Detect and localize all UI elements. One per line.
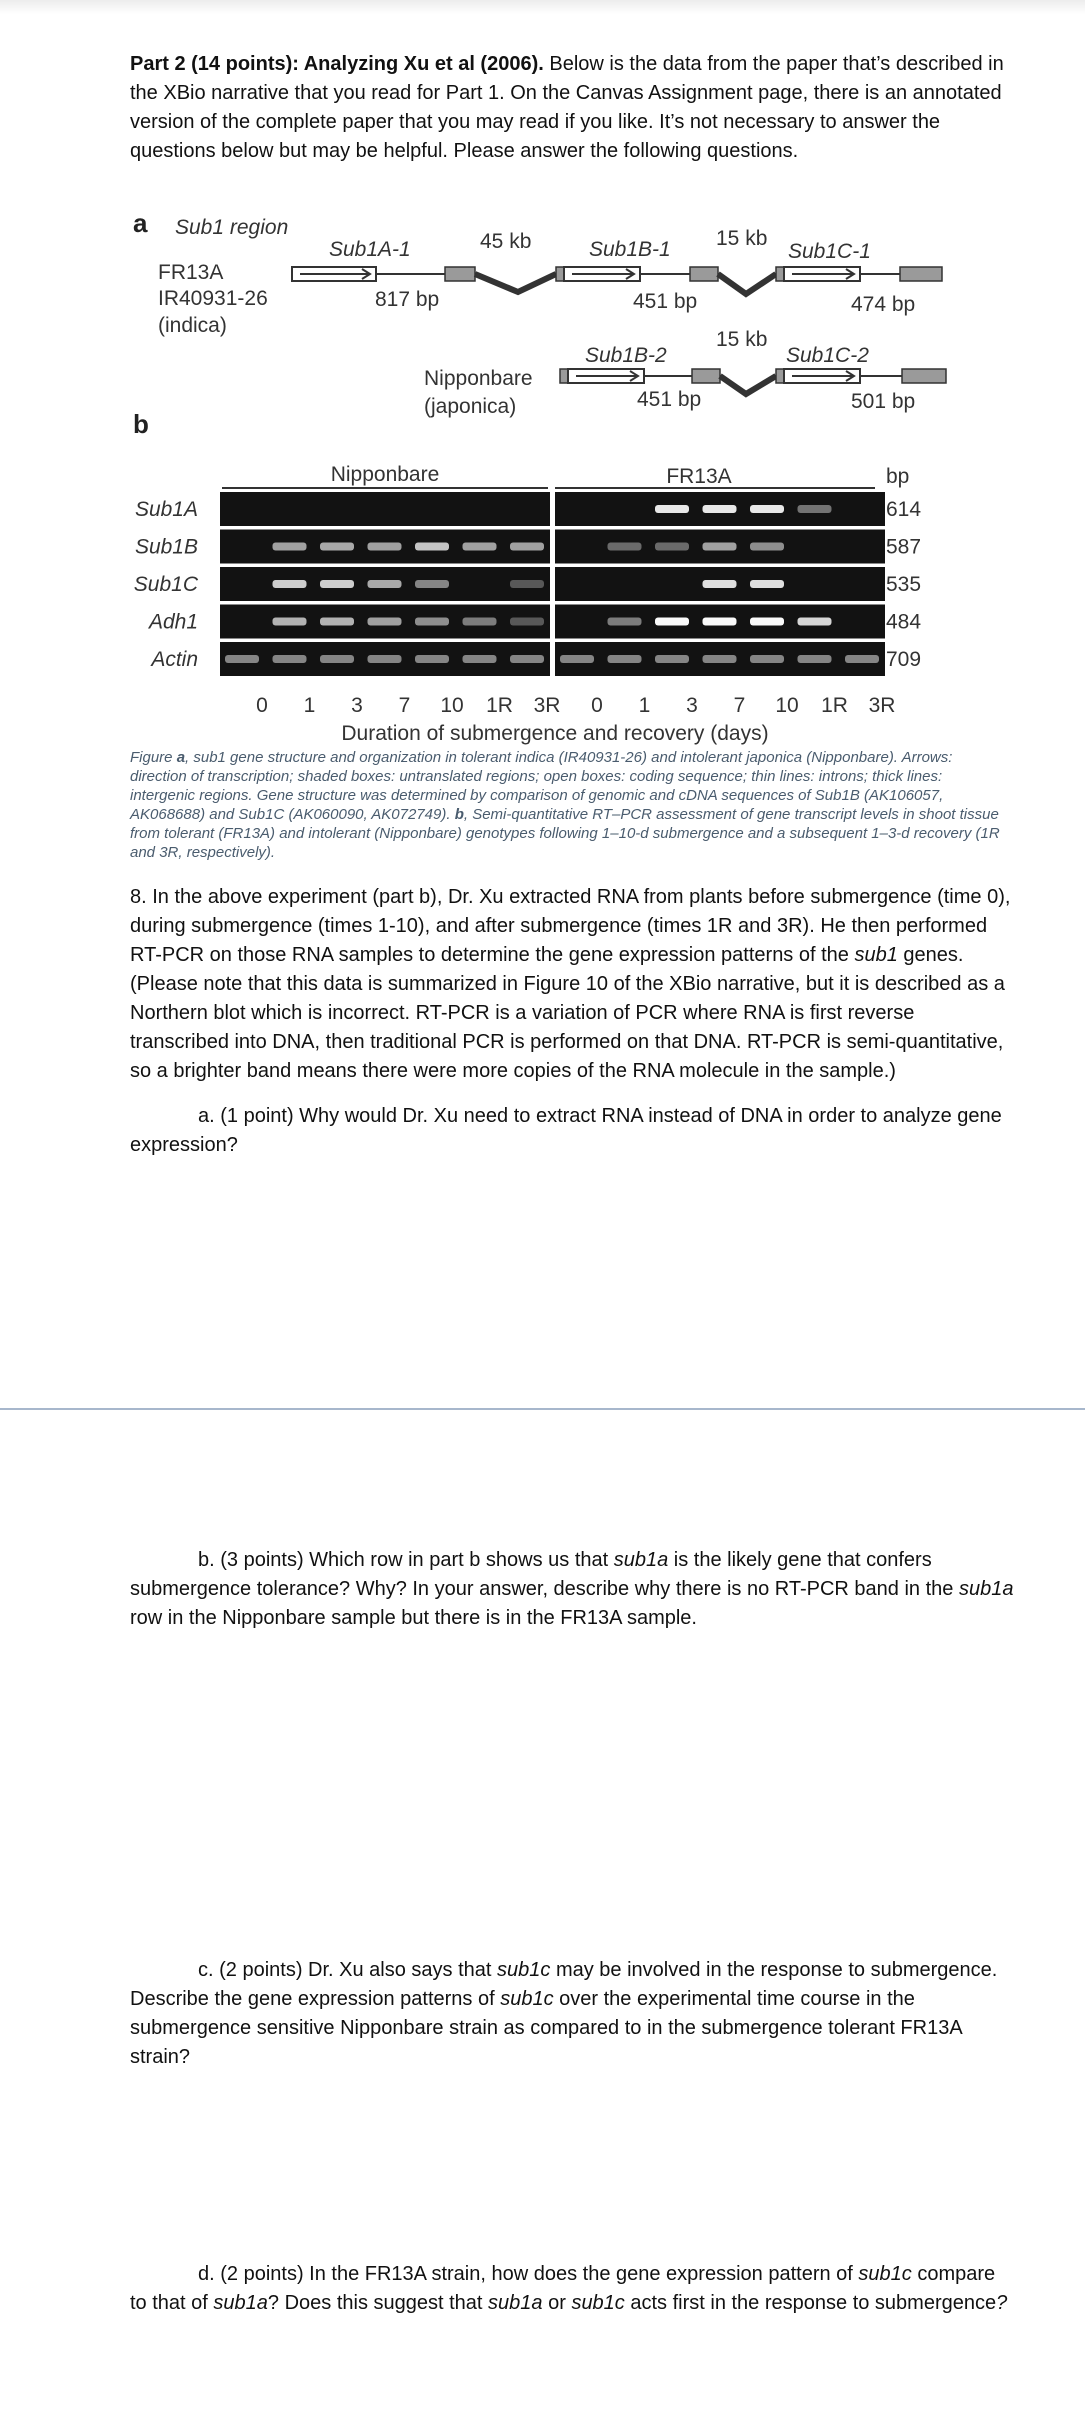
gel-band — [510, 655, 544, 663]
q8d-text-2: compare to that of — [130, 2263, 996, 2314]
figure-xu-2006 — [0, 0, 1085, 748]
gel-band — [415, 580, 449, 588]
gel-row-bp: 587 — [886, 535, 922, 559]
q8d-italic-2: sub1a — [213, 2292, 268, 2314]
gel-row-sub1b — [135, 530, 921, 564]
q8c-text-1: c. (2 points) Dr. Xu also says that — [198, 1959, 498, 1981]
timepoint-label: 0 — [256, 694, 268, 717]
gel-band — [750, 580, 784, 588]
gel-row-actin — [149, 642, 921, 676]
gel-band — [703, 543, 737, 551]
q8-text-1: 8. In the above experiment (part b), Dr. Xu extracted RNA from plants before submergence (time 0), during submergence (times 1-10), and after submergence (times 1R and 3R). He then performed RT-PCR on those RNA samples to determine the gene expression patterns of the — [130, 886, 1011, 966]
q8b-text-3: row in the Nipponbare sample but there is in the FR13A sample. — [130, 1607, 697, 1629]
q8b-text-2: is the likely gene that confers submergence tolerance? Why? In your answer, describe why there is no RT-PCR band in the — [130, 1549, 959, 1600]
sub1-region-label: Sub1 region — [175, 216, 289, 239]
distance-45kb: 45 kb — [480, 230, 532, 253]
bp-header: bp — [886, 465, 910, 488]
gel-band — [415, 618, 449, 626]
timepoint-label: 7 — [733, 694, 746, 717]
q8a-text: a. (1 point) Why would Dr. Xu need to extract RNA instead of DNA in order to analyze gene expression? — [130, 1105, 1002, 1156]
question-8d — [130, 2260, 1015, 2318]
gel-row-label: Sub1B — [134, 535, 198, 559]
q8c-italic-2: sub1c — [500, 1988, 554, 2010]
strain1-line3: (indica) — [158, 314, 227, 337]
gel-row-label: Adh1 — [148, 610, 198, 634]
gel-band — [655, 543, 689, 551]
size-451bp-fr13a: 451 bp — [633, 290, 698, 313]
panel-b — [133, 409, 921, 745]
gel-band — [463, 543, 497, 551]
gel-band — [273, 543, 307, 551]
timepoint-label: 3 — [351, 694, 363, 717]
caption-part-1: Figure — [130, 749, 177, 766]
gel-band — [608, 543, 642, 551]
gel-band — [703, 618, 737, 626]
gel-row-bp: 709 — [886, 648, 922, 671]
caption-bold-b: b — [454, 806, 464, 823]
gel-band — [320, 655, 354, 663]
q8d-text-4: or — [542, 2292, 572, 2314]
gel-band — [608, 618, 642, 626]
x-axis-label: Duration of submergence and recovery (days) — [341, 722, 769, 745]
gel-band — [655, 618, 689, 626]
gel-band — [703, 505, 737, 513]
q8b-italic-2: sub1a — [958, 1578, 1014, 1600]
gel-band — [225, 655, 259, 663]
timepoint-label: 1R — [821, 694, 848, 717]
gel-band — [320, 580, 354, 588]
gel-band — [510, 580, 544, 588]
q8c-text-3: over the experimental time course in the submergence sensitive Nipponbare strain as compared to in the submergence tolerant FR13A strain? — [130, 1988, 962, 2068]
group-label-fr13a: FR13A — [666, 465, 732, 488]
gel-row-adh1 — [147, 605, 921, 639]
intro-text: Below is the data from the paper that’s described in the XBio narrative that you read for Part 1. On the Canvas Assignment page, there is an annotated version of the complete paper that you may read if you like. It’s not necessary to answer the questions below but may be helpful. Please answer the following questions. — [130, 53, 1004, 162]
question-8c — [130, 1956, 1015, 2072]
q8d-italic-1: sub1c — [858, 2263, 912, 2285]
gene-label-sub1b2: Sub1B-2 — [585, 344, 667, 367]
panel-a — [133, 208, 946, 418]
q8d-text-3: ? Does this suggest that — [267, 2292, 489, 2314]
gel-band — [368, 543, 402, 551]
timepoint-label: 1R — [486, 694, 513, 717]
gel-band — [703, 580, 737, 588]
timepoint-label: 10 — [775, 694, 799, 717]
size-474bp: 474 bp — [851, 293, 916, 316]
q8c-italic-1: sub1c — [497, 1959, 551, 1981]
gel-band — [415, 543, 449, 551]
gel-band — [845, 655, 879, 663]
q8-italic-sub1: sub1 — [854, 944, 898, 966]
timepoint-label: 1 — [638, 694, 651, 717]
question-8b — [130, 1546, 1015, 1633]
gel-band — [608, 655, 642, 663]
figure-caption — [130, 748, 1005, 862]
gel-band — [368, 618, 402, 626]
gel-band — [655, 655, 689, 663]
gel-band — [655, 505, 689, 513]
q8d-italic-4: sub1c — [571, 2292, 625, 2314]
gel-row-bp: 535 — [886, 573, 922, 596]
gel-row-label: Actin — [151, 648, 198, 671]
gel-band — [798, 618, 832, 626]
q8b-italic-1: sub1a — [613, 1549, 669, 1571]
gel-band — [368, 655, 402, 663]
gene-label-sub1a1: Sub1A-1 — [329, 238, 411, 261]
gel-band — [463, 655, 497, 663]
gel-band — [273, 618, 307, 626]
gel-panel-nipponbare — [220, 492, 550, 526]
page-2 — [0, 1410, 1085, 2416]
timepoint-label: 3R — [533, 694, 561, 717]
gene-label-sub1c2: Sub1C-2 — [786, 344, 869, 367]
gel-band — [510, 618, 544, 626]
size-451bp-nipponbare: 451 bp — [637, 388, 702, 411]
question-8 — [130, 883, 1015, 1086]
strain2-line1: Nipponbare — [424, 367, 533, 390]
gel-band — [750, 618, 784, 626]
strain1-line2: IR40931-26 — [158, 287, 268, 310]
gel-band — [798, 655, 832, 663]
distance-15kb-bottom: 15 kb — [716, 328, 768, 351]
gel-row-label: Sub1C — [133, 573, 198, 596]
caption-part-2: , sub1 gene structure and organization in tolerant indica (IR40931-26) and intolerant japonica (Nipponbare). Arrows: direction of transcription; shaded boxes: untranslated regions; open boxes: coding sequence; thin lines: introns; thick lines: intergenic regions. Gene structure was determined by comparison of genomic and cDNA sequences of Sub1B (AK106057, AK068688) and Sub1C (AK060090, AK072749). — [130, 749, 953, 823]
gel-band — [798, 505, 832, 513]
gel-row-bp: 614 — [886, 498, 922, 521]
gel-band — [320, 618, 354, 626]
panel-b-letter: b — [133, 409, 149, 439]
group-label-nipponbare: Nipponbare — [330, 463, 440, 486]
q8d-italic-5: ? — [996, 2292, 1008, 2314]
question-8a — [130, 1102, 1015, 1160]
timepoint-label: 0 — [591, 694, 603, 717]
q8c-text-2: may be involved in the response to submergence. Describe the gene expression patterns of — [130, 1959, 998, 2010]
timepoint-label: 10 — [440, 694, 464, 717]
timepoint-label: 7 — [398, 694, 411, 717]
gel-row-label: Sub1A — [134, 498, 198, 521]
gel-band — [368, 580, 402, 588]
q8d-italic-3: sub1a — [488, 2292, 543, 2314]
gel-band — [703, 655, 737, 663]
gel-band — [750, 505, 784, 513]
gel-row-sub1c — [134, 567, 921, 601]
q8b-text-1: b. (3 points) Which row in part b shows us that — [198, 1549, 614, 1571]
strain2-line2: (japonica) — [424, 395, 517, 418]
caption-part-3: , Semi-quantitative RT–PCR assessment of gene transcript levels in shoot tissue from tolerant (FR13A) and intolerant (Nipponbare) genotypes following 1–10-d submergence and a subsequent 1–3-d recovery (1R and 3R, respectively). — [130, 806, 1000, 861]
size-501bp: 501 bp — [851, 390, 916, 413]
gel-band — [415, 655, 449, 663]
gel-band — [273, 580, 307, 588]
q8-text-2: genes. (Please note that this data is summarized in Figure 10 of the XBio narrative, but it is described as a Northern blot which is incorrect. RT-PCR is a variation of PCR where RNA is first reverse transcribed into DNA, then traditional PCR is performed on that DNA. RT-PCR is semi-quantitative, so a brighter band means there were more copies of the RNA molecule in the sample.) — [130, 944, 1005, 1082]
q8d-text-5: acts first in the response to submergence — [624, 2292, 997, 2314]
gel-band — [750, 543, 784, 551]
panel-a-letter: a — [133, 208, 148, 238]
strain1-line1: FR13A — [158, 261, 224, 284]
gel-row-sub1a — [135, 492, 921, 526]
gene-label-sub1c1: Sub1C-1 — [788, 240, 871, 263]
distance-15kb-top: 15 kb — [716, 227, 768, 250]
gel-band — [750, 655, 784, 663]
gel-band — [510, 543, 544, 551]
gel-row-bp: 484 — [886, 610, 922, 634]
timepoint-label: 1 — [303, 694, 316, 717]
gel-band — [273, 655, 307, 663]
timepoint-label: 3 — [686, 694, 698, 717]
gel-band — [463, 618, 497, 626]
gel-band — [320, 543, 354, 551]
gene-label-sub1b1: Sub1B-1 — [589, 238, 671, 261]
timepoint-label: 3R — [868, 694, 896, 717]
size-817bp: 817 bp — [375, 288, 440, 311]
q8d-text-1: d. (2 points) In the FR13A strain, how does the gene expression pattern of — [198, 2263, 859, 2285]
caption-bold-a: a — [176, 749, 186, 766]
gel-band — [560, 655, 594, 663]
intro-heading: Part 2 (14 points): Analyzing Xu et al (2006). — [130, 53, 544, 75]
